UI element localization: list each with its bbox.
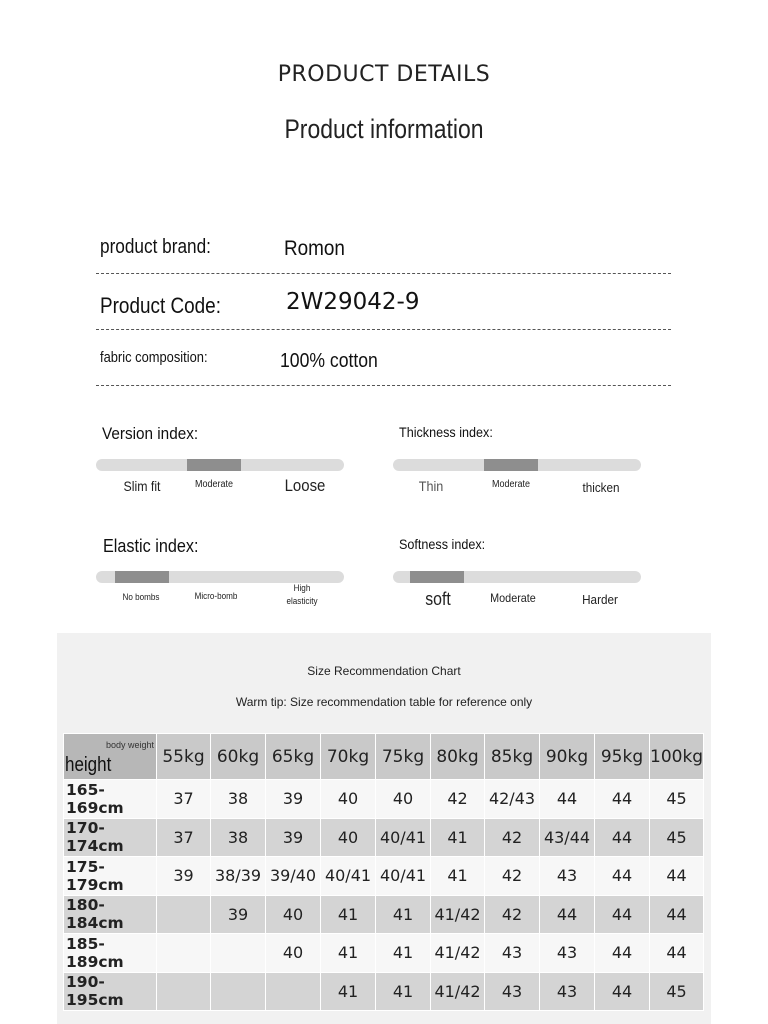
weight-header: 85kg [485, 734, 540, 780]
weight-header: 90kg [540, 734, 595, 780]
size-cell: 40 [321, 818, 376, 857]
size-table-header [64, 734, 704, 780]
size-chart-tip: Warm tip: Size recommendation table for reference only [235, 695, 533, 709]
size-cell: 41/42 [431, 934, 485, 973]
softness-index-bar [393, 571, 641, 583]
size-cell [157, 972, 211, 1011]
size-cell: 41 [321, 934, 376, 973]
height-range-cell: 165-169cm [64, 780, 157, 819]
brand-label: product brand: [100, 236, 211, 258]
weight-header: 60kg [211, 734, 266, 780]
softness-label-moderate: Moderate [490, 591, 536, 605]
size-cell: 39 [157, 857, 211, 896]
size-cell: 41 [431, 818, 485, 857]
size-cell: 40 [266, 934, 321, 973]
thickness-label-moderate: Moderate [491, 479, 531, 490]
size-cell: 41/42 [431, 895, 485, 934]
size-cell: 39 [211, 895, 266, 934]
page-title: PRODUCT DETAILS [277, 62, 491, 87]
size-cell [211, 934, 266, 973]
size-cell: 44 [650, 895, 704, 934]
product-code-value: 2W29042-9 [286, 289, 420, 315]
weight-header: 100kg [650, 734, 704, 780]
size-chart-panel [57, 633, 711, 1024]
size-cell: 43 [485, 934, 540, 973]
size-cell: 44 [595, 780, 650, 819]
size-cell: 44 [540, 895, 595, 934]
height-range-cell: 185-189cm [64, 934, 157, 973]
version-index-title: Version index: [102, 424, 199, 443]
size-cell: 43 [540, 934, 595, 973]
size-cell: 38 [211, 818, 266, 857]
page-subtitle: Product information [284, 114, 484, 144]
size-cell: 37 [157, 780, 211, 819]
size-cell [157, 895, 211, 934]
size-cell [157, 934, 211, 973]
elastic-index [96, 536, 346, 606]
version-index-selected [187, 459, 241, 471]
weight-header: 70kg [321, 734, 376, 780]
size-cell: 40 [376, 780, 431, 819]
weight-header: 75kg [376, 734, 431, 780]
size-cell: 42/43 [485, 780, 540, 819]
table-row [64, 972, 704, 1011]
size-cell: 44 [595, 934, 650, 973]
size-table [63, 733, 704, 1011]
size-cell: 40 [321, 780, 376, 819]
size-cell: 44 [540, 780, 595, 819]
size-cell: 45 [650, 780, 704, 819]
size-cell: 38/39 [211, 857, 266, 896]
softness-index-title: Softness index: [399, 536, 486, 552]
size-table-corner [64, 734, 157, 780]
size-cell: 40/41 [376, 857, 431, 896]
table-row [64, 818, 704, 857]
version-label-loose: Loose [284, 476, 326, 495]
size-cell: 42 [485, 857, 540, 896]
corner-height-label: height [65, 754, 112, 776]
size-cell: 44 [595, 972, 650, 1011]
weight-header: 95kg [595, 734, 650, 780]
size-cell: 43/44 [540, 818, 595, 857]
version-label-slim: Slim fit [123, 478, 161, 494]
fabric-label: fabric composition: [100, 349, 208, 366]
size-cell: 44 [595, 857, 650, 896]
brand-value: Romon [284, 237, 345, 260]
height-range-cell: 180-184cm [64, 895, 157, 934]
weight-header: 80kg [431, 734, 485, 780]
version-label-moderate: Moderate [194, 479, 234, 490]
weight-header: 55kg [157, 734, 211, 780]
product-code-row [96, 284, 671, 330]
size-cell: 44 [650, 857, 704, 896]
size-cell: 41 [431, 857, 485, 896]
size-cell: 41 [321, 972, 376, 1011]
size-cell: 41 [376, 934, 431, 973]
height-range-cell: 170-174cm [64, 818, 157, 857]
size-cell: 40/41 [321, 857, 376, 896]
size-table-body [64, 780, 704, 1011]
size-cell: 43 [540, 972, 595, 1011]
size-cell: 44 [595, 895, 650, 934]
size-cell: 39 [266, 780, 321, 819]
size-cell: 41 [376, 895, 431, 934]
height-range-cell: 190-195cm [64, 972, 157, 1011]
thickness-label-thicken: thicken [582, 480, 620, 495]
size-cell: 45 [650, 972, 704, 1011]
size-cell: 38 [211, 780, 266, 819]
size-cell [211, 972, 266, 1011]
brand-row [96, 228, 671, 274]
size-cell: 43 [485, 972, 540, 1011]
size-cell: 41 [376, 972, 431, 1011]
thickness-index-title: Thickness index: [399, 424, 493, 440]
size-cell: 45 [650, 818, 704, 857]
size-cell: 39/40 [266, 857, 321, 896]
table-row [64, 934, 704, 973]
height-range-cell: 175-179cm [64, 857, 157, 896]
elastic-label-high: High elasticity [286, 583, 318, 606]
size-cell: 42 [485, 895, 540, 934]
weight-header: 65kg [266, 734, 321, 780]
version-index [96, 424, 346, 495]
fabric-row [96, 340, 671, 386]
softness-label-soft: soft [425, 589, 451, 609]
version-index-bar [96, 459, 344, 471]
size-cell [266, 972, 321, 1011]
size-cell: 39 [266, 818, 321, 857]
fabric-value: 100% cotton [280, 350, 378, 372]
table-row [64, 895, 704, 934]
size-cell: 37 [157, 818, 211, 857]
elastic-index-selected [115, 571, 169, 583]
thickness-index-bar [393, 459, 641, 471]
corner-weight-label: body weight [105, 740, 154, 750]
product-code-label: Product Code: [100, 293, 221, 318]
size-cell: 40 [266, 895, 321, 934]
size-cell: 44 [595, 818, 650, 857]
size-cell: 40/41 [376, 818, 431, 857]
size-cell: 41 [321, 895, 376, 934]
size-cell: 42 [431, 780, 485, 819]
size-cell: 43 [540, 857, 595, 896]
thickness-index-selected [484, 459, 538, 471]
table-row [64, 857, 704, 896]
softness-label-harder: Harder [582, 592, 618, 607]
thickness-label-thin: Thin [418, 478, 444, 494]
size-cell: 42 [485, 818, 540, 857]
elastic-label-no-bombs: No bombs [122, 592, 160, 602]
thickness-index [393, 424, 643, 495]
softness-index [393, 536, 643, 609]
elastic-label-micro-bomb: Micro-bomb [194, 591, 238, 601]
table-row [64, 780, 704, 819]
softness-index-selected [410, 571, 464, 583]
elastic-index-title: Elastic index: [103, 536, 199, 556]
size-cell: 41/42 [431, 972, 485, 1011]
size-cell: 44 [650, 934, 704, 973]
size-chart-title: Size Recommendation Chart [307, 664, 461, 678]
